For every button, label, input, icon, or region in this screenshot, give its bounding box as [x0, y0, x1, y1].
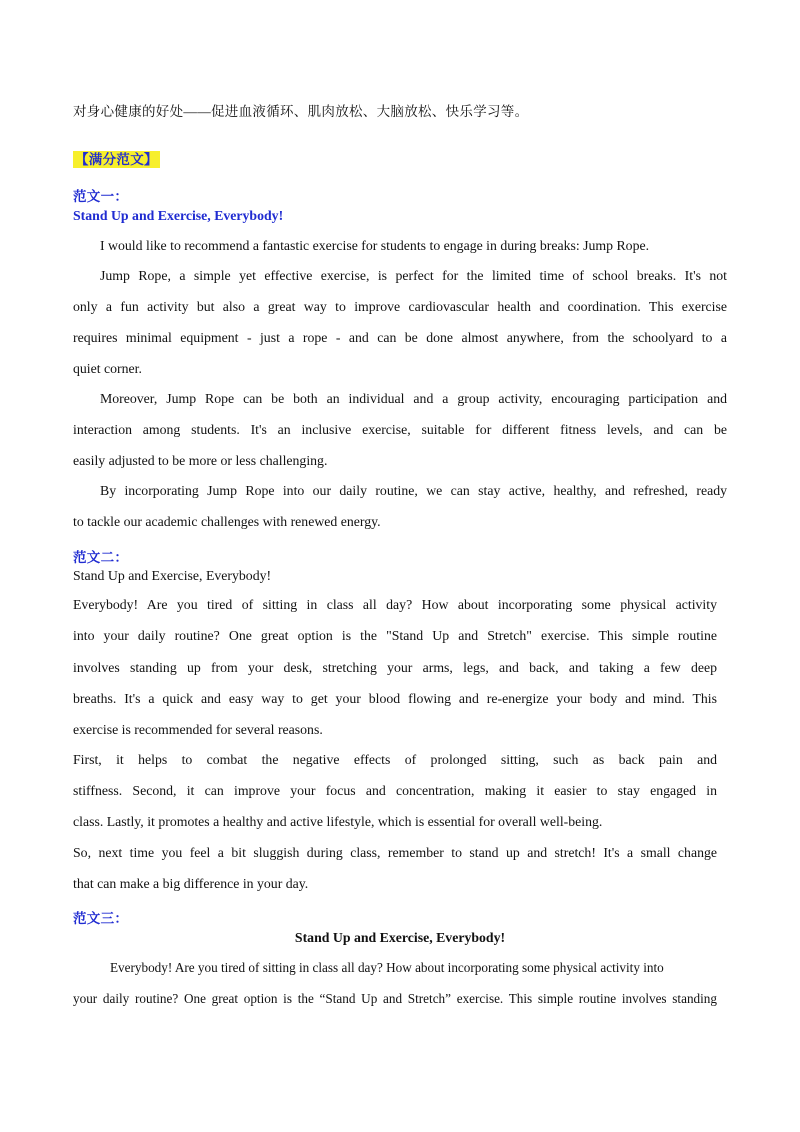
essay3-line-1: Everybody! Are you tired of sitting in class all day? How about incorporating some physical activity into	[110, 960, 664, 975]
essay2-line-3: involves standing up from your desk, stretching your arms, legs, and back, and taking a few deep	[73, 660, 717, 675]
essay1-line-9: By incorporating Jump Rope into our daily routine, we can stay active, healthy, and refreshed, ready	[100, 483, 727, 498]
essay2-line-2: into your daily routine? One great option is the "Stand Up and Stretch" exercise. This simple routine	[73, 628, 717, 643]
intro-line: 对身心健康的好处——促进血液循环、肌肉放松、大脑放松、快乐学习等。	[73, 104, 529, 119]
section-heading-text: 【满分范文】	[75, 152, 158, 167]
essay3-title: Stand Up and Exercise, Everybody!	[294, 930, 506, 945]
essay1-label: 范文一：	[73, 189, 129, 204]
essay1-line-8: easily adjusted to be more or less challenging.	[73, 453, 328, 468]
essay2-line-7: stiffness. Second, it can improve your focus and concentration, making it easier to stay engaged in	[73, 783, 717, 798]
section-heading	[73, 148, 160, 168]
essay1-line-6: Moreover, Jump Rope can be both an individual and a group activity, encouraging participation and	[100, 391, 727, 406]
essay2-line-10: that can make a big difference in your day.	[73, 876, 309, 891]
essay1-line-2: Jump Rope, a simple yet effective exercise, is perfect for the limited time of school breaks. It's not	[100, 268, 727, 283]
essay1-line-1: I would like to recommend a fantastic exercise for students to engage in during breaks: Jump Rope.	[100, 238, 650, 253]
essay2-line-5: exercise is recommended for several reasons.	[73, 722, 323, 737]
essay1-title: Stand Up and Exercise, Everybody!	[73, 208, 284, 223]
essay1-line-10: to tackle our academic challenges with renewed energy.	[73, 514, 381, 529]
essay2-line-8: class. Lastly, it promotes a healthy and active lifestyle, which is essential for overall well-being.	[73, 814, 603, 829]
essay3-line-2: your daily routine? One great option is the “Stand Up and Stretch” exercise. This simple routine involves standing	[73, 991, 717, 1006]
essay1-line-5: quiet corner.	[73, 361, 142, 376]
essay3-label: 范文三：	[73, 911, 129, 926]
essay2-line-1: Everybody! Are you tired of sitting in class all day? How about incorporating some physical activity	[73, 597, 717, 612]
essay2-line-6: First, it helps to combat the negative effects of prolonged sitting, such as back pain and	[73, 752, 717, 767]
essay1-line-4: requires minimal equipment - just a rope - and can be done almost anywhere, from the schoolyard to a	[73, 330, 727, 345]
essay2-line-4: breaths. It's a quick and easy way to get your blood flowing and re-energize your body and mind. This	[73, 691, 717, 706]
essay1-line-3: only a fun activity but also a great way to improve cardiovascular health and coordination. This exercise	[73, 299, 727, 314]
essay1-line-7: interaction among students. It's an inclusive exercise, suitable for different fitness levels, and can be	[73, 422, 727, 437]
essay2-title: Stand Up and Exercise, Everybody!	[73, 568, 272, 583]
essay2-label: 范文二：	[73, 550, 129, 565]
essay2-line-9: So, next time you feel a bit sluggish during class, remember to stand up and stretch! It's a small change	[73, 845, 717, 860]
